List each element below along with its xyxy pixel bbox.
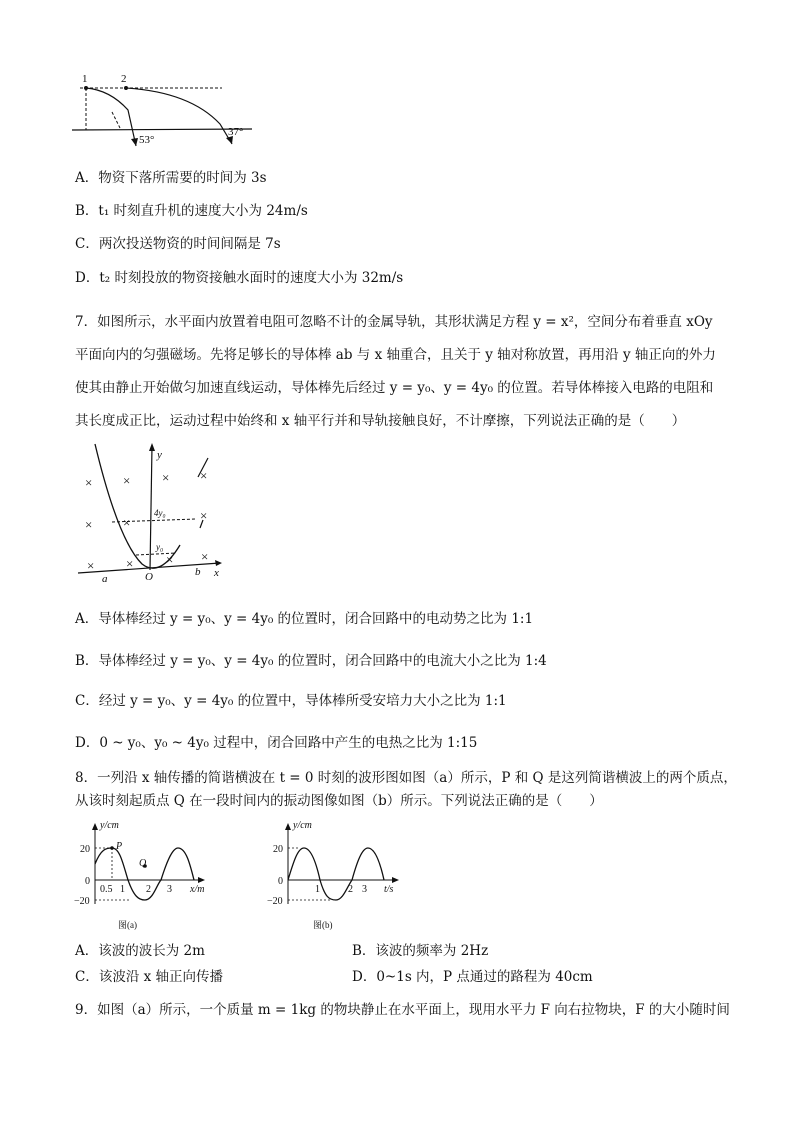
q7-origin-label: O bbox=[145, 571, 153, 583]
q6-option-d: D．t₂ 时刻投放的物资接触水面时的速度大小为 32m/s bbox=[75, 270, 404, 286]
q8b-ylabel: y/cm bbox=[293, 820, 312, 831]
fig6-label-1: 1 bbox=[82, 73, 88, 85]
q8-option-c: C．该波沿 x 轴正向传播 bbox=[75, 969, 224, 985]
q8-option-a: A．该波的波长为 2m bbox=[75, 943, 205, 959]
q7-cross: × bbox=[200, 508, 208, 523]
q7-a-label: a bbox=[102, 573, 108, 585]
q6-option-b: B．t₁ 时刻直升机的速度大小为 24m/s bbox=[75, 203, 308, 219]
q8b-tick-2: 2 bbox=[348, 884, 353, 895]
q7-stem-line-1: 7．如图所示，水平面内放置着电阻可忽略不计的金属导轨，其形状满足方程 y = x²，空间分布着垂直 xOy bbox=[75, 314, 713, 330]
q7-cross: × bbox=[87, 558, 95, 573]
q8b-y-zero: 0 bbox=[278, 876, 283, 887]
q8-option-d: D．0~1s 内，P 点通过的路程为 40cm bbox=[352, 969, 593, 985]
q7-option-c: C．经过 y = y₀、y = 4y₀ 的位置中，导体棒所受安培力大小之比为 1:1 bbox=[75, 693, 507, 709]
q7-cross: × bbox=[162, 470, 170, 485]
q8b-y-pos: 20 bbox=[273, 844, 283, 855]
q8b-xlabel: t/s bbox=[384, 884, 394, 895]
q7-option-d: D．0 ~ y₀、y₀ ~ 4y₀ 过程中，闭合回路中产生的电热之比为 1:15 bbox=[75, 735, 478, 751]
q6-option-c: C．两次投送物资的时间间隔是 7s bbox=[75, 236, 281, 252]
q7-stem-line-4: 其长度成正比，运动过程中始终和 x 轴平行并和导轨接触良好，不计摩擦，下列说法正确的是（ ） bbox=[75, 413, 686, 429]
q8a-tick-05: 0.5 bbox=[100, 884, 113, 895]
fig6-angle-53: 53° bbox=[139, 134, 155, 146]
q8a-y-zero: 0 bbox=[85, 876, 90, 887]
q7-b-label: b bbox=[195, 566, 201, 578]
q7-cross: × bbox=[201, 549, 209, 564]
q8-option-b: B．该波的频率为 2Hz bbox=[352, 943, 489, 959]
q7-stem-line-2: 平面向内的匀强磁场。先将足够长的导体棒 ab 与 x 轴重合，且关于 y 轴对称放置，再用沿 y 轴正向的外力 bbox=[75, 347, 716, 363]
q8a-caption: 图(a) bbox=[118, 920, 137, 930]
q6-option-a: A．物资下落所需要的时间为 3s bbox=[75, 170, 267, 186]
q7-cross: × bbox=[85, 475, 93, 490]
q7-y0-label: y₀ bbox=[156, 542, 164, 552]
q7-cross: × bbox=[200, 468, 208, 483]
q7-x-axis-label: x bbox=[214, 567, 219, 579]
q7-y-axis-label: y bbox=[157, 449, 162, 461]
q8a-label-p: P bbox=[116, 841, 123, 852]
q8b-y-neg: −20 bbox=[267, 896, 283, 907]
q8-stem-line-2: 从该时刻起质点 Q 在一段时间内的振动图像如图（b）所示。下列说法正确的是（ ） bbox=[75, 793, 603, 809]
fig6-label-2: 2 bbox=[121, 73, 127, 85]
q8b-tick-1: 1 bbox=[315, 884, 320, 895]
q8b-caption: 图(b) bbox=[313, 920, 333, 930]
q8a-tick-3: 3 bbox=[167, 884, 172, 895]
q8a-y-neg: −20 bbox=[74, 896, 90, 907]
q8-stem-line-1: 8．一列沿 x 轴传播的简谐横波在 t = 0 时刻的波形图如图（a）所示，P 和 Q 是这列简谐横波上的两个质点， bbox=[75, 770, 737, 786]
q7-cross: × bbox=[123, 515, 131, 530]
q8a-y-pos: 20 bbox=[80, 844, 90, 855]
q7-cross: × bbox=[123, 473, 131, 488]
fig6-angle-37: 37° bbox=[228, 126, 244, 138]
q8a-tick-1: 1 bbox=[120, 884, 125, 895]
q7-cross: × bbox=[166, 552, 174, 567]
q8a-label-q: Q bbox=[139, 858, 147, 869]
q7-cross: × bbox=[85, 517, 93, 532]
q8a-xlabel: x/m bbox=[190, 884, 205, 895]
q7-4y0-label: 4y₀ bbox=[154, 508, 166, 518]
q9-stem-line-1: 9．如图（a）所示，一个质量 m = 1kg 的物块静止在水平面上，现用水平力 F 向右拉物块，F 的大小随时间 bbox=[75, 1002, 730, 1018]
q7-stem-line-3: 使其由静止开始做匀加速直线运动，导体棒先后经过 y = y₀、y = 4y₀ 的位置。若导体棒接入电路的电阻和 bbox=[75, 380, 714, 396]
q8b-tick-3: 3 bbox=[362, 884, 367, 895]
q8a-ylabel: y/cm bbox=[100, 820, 119, 831]
q8a-tick-2: 2 bbox=[146, 884, 151, 895]
q7-option-a: A．导体棒经过 y = y₀、y = 4y₀ 的位置时，闭合回路中的电动势之比为 1:1 bbox=[75, 611, 534, 627]
q7-option-b: B．导体棒经过 y = y₀、y = 4y₀ 的位置时，闭合回路中的电流大小之比为 1:4 bbox=[75, 653, 547, 669]
q7-cross: × bbox=[126, 556, 134, 571]
